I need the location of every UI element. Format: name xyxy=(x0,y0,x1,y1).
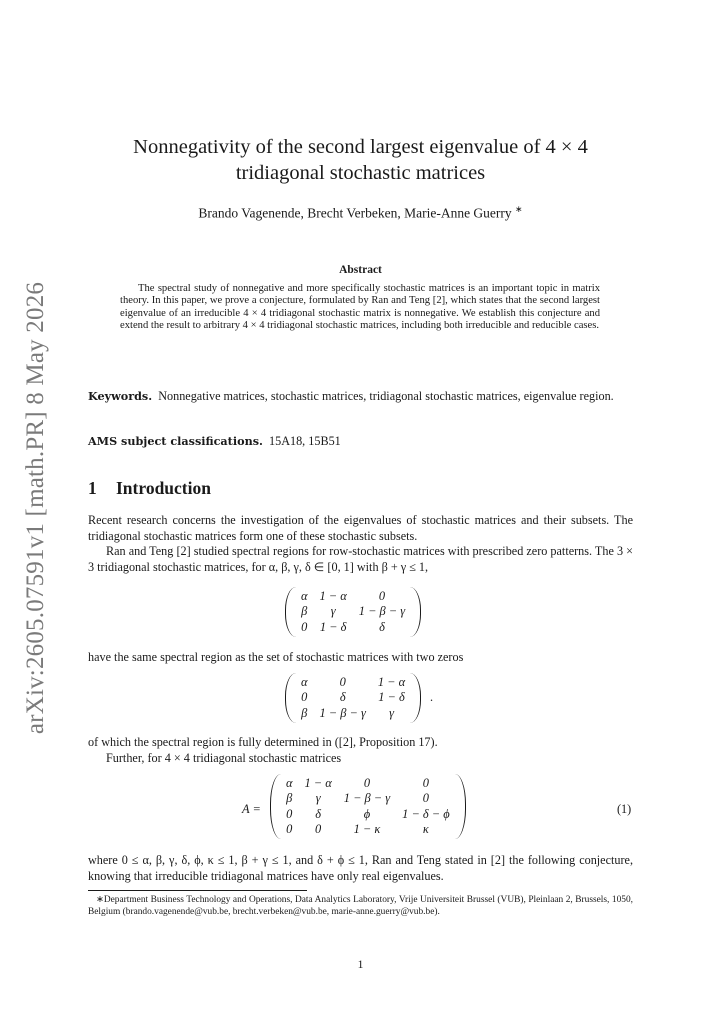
right-paren xyxy=(455,774,466,839)
paragraph-text: Further, for 4 × 4 tridiagonal stochastic matrices xyxy=(106,750,342,765)
matrix-cell: 1 − κ xyxy=(353,822,381,837)
ams-block xyxy=(88,434,633,450)
equation-number: (1) xyxy=(617,802,632,816)
matrix-cell: 0 xyxy=(422,791,429,806)
matrix-cell: ϕ xyxy=(363,806,371,821)
author-line xyxy=(88,204,633,222)
equation-lhs: A = xyxy=(242,802,261,816)
ams-label: AMS subject classifications. xyxy=(88,434,263,448)
matrix-cell: 0 xyxy=(363,776,371,791)
matrix-cell: κ xyxy=(422,822,429,837)
arxiv-identifier: arXiv:2605.07591v1 [math.PR] 8 May 2026 xyxy=(22,281,49,735)
matrix-cell: 1 − α xyxy=(377,675,406,690)
matrix-4x4-tridiagonal xyxy=(272,774,464,839)
matrix-cell: 1 − β − γ xyxy=(358,604,406,619)
matrix-cell: 0 xyxy=(286,806,293,821)
paragraph-text: Ran and Teng [2] studied spectral regions for row-stochastic matrices with prescribed zero patterns. The 3 × 3 tridiagonal stochastic matrices, for α, β, γ, δ ∈ [0, 1] with β + γ ≤ 1, xyxy=(88,544,633,574)
ams-text: 15A18, 15B51 xyxy=(269,434,341,448)
matrix-cell: 1 − β − γ xyxy=(319,705,366,720)
matrix-cell: δ xyxy=(379,619,385,634)
matrix-cell: 1 − δ xyxy=(378,690,405,705)
matrix-cell: α xyxy=(301,675,308,690)
left-paren xyxy=(285,587,296,637)
matrix-3x3-two-zeros xyxy=(287,673,419,723)
matrix-cell: β xyxy=(301,705,308,720)
matrix-period: . xyxy=(430,690,434,704)
matrix-cell: γ xyxy=(315,791,321,806)
section-heading xyxy=(88,478,211,499)
matrix-body xyxy=(280,776,456,837)
matrix-cell: 0 xyxy=(315,822,322,837)
abstract-heading: Abstract xyxy=(339,264,382,276)
section-number: 1 xyxy=(88,478,97,498)
matrix-body xyxy=(295,589,411,635)
keywords-label: Keywords. xyxy=(88,389,153,403)
intro-paragraph-2: have the same spectral region as the set of stochastic matrices with two zeros xyxy=(88,650,464,664)
matrix-cell: γ xyxy=(389,705,394,720)
paragraph-text: Recent research concerns the investigation of the eigenvalues of stochastic matrices and their subsets. The tridiagonal stochastic matrices form one of these stochastic subsets. xyxy=(88,513,633,543)
matrix-cell: 1 − δ − ϕ xyxy=(402,806,450,821)
matrix-3x3-tridiagonal xyxy=(287,587,419,637)
matrix-cell: 0 xyxy=(422,776,429,791)
page-number: 1 xyxy=(357,957,364,971)
matrix-cell: β xyxy=(301,604,308,619)
title-text: Nonnegativity of the second largest eigenvalue of 4 × 4 tridiagonal stochastic matrices xyxy=(133,136,588,184)
matrix-body xyxy=(295,675,411,721)
intro-paragraph-4: where 0 ≤ α, β, γ, δ, ϕ, κ ≤ 1, β + γ ≤ 1, and δ + ϕ ≤ 1, Ran and Teng stated in [2] the following conjecture, knowing that irreducible tridiagonal matrices have only real eigenvalues. xyxy=(88,853,633,883)
matrix-cell: 1 − α xyxy=(304,776,332,791)
intro-paragraph-1 xyxy=(88,513,633,575)
keywords-block xyxy=(88,389,633,405)
left-paren xyxy=(270,774,281,839)
matrix-cell: γ xyxy=(330,604,336,619)
section-title: Introduction xyxy=(116,478,211,498)
arxiv-side-stamp xyxy=(16,281,56,735)
matrix-cell: 0 xyxy=(286,822,293,837)
matrix-cell: 0 xyxy=(339,675,346,690)
matrix-cell: α xyxy=(301,589,308,604)
matrix-cell: β xyxy=(286,791,293,806)
matrix-cell: 0 xyxy=(301,690,308,705)
footnote-rule xyxy=(88,890,307,891)
keywords-text: Nonnegative matrices, stochastic matrices, tridiagonal stochastic matrices, eigenvalue region. xyxy=(158,389,614,403)
matrix-cell: 0 xyxy=(301,619,308,634)
left-paren xyxy=(285,673,296,723)
author-affiliation-footnote: ∗Department Business Technology and Operations, Data Analytics Laboratory, Vrije Universiteit Brussel (VUB), Pleinlaan 2, Brussels, 1050, Belgium (brando.vagenende@vub.be, brecht.verbeken@vub.be, marie-anne.guerry@vub.be). xyxy=(88,895,633,918)
abstract-body: The spectral study of nonnegative and more specifically stochastic matrices is an important topic in matrix theory. In this paper, we prove a conjecture, formulated by Ran and Teng [2], which states that the second largest eigenvalue of an irreducible 4 × 4 tridiagonal stochastic matrix is nonnegative. We establish this conjecture and extend the result to arbitrary 4 × 4 tridiagonal stochastic matrices, including both irreducible and reducible cases. xyxy=(120,283,600,331)
matrix-cell: 0 xyxy=(378,589,386,604)
matrix-cell: δ xyxy=(315,806,322,821)
right-paren xyxy=(410,673,421,723)
paper-title xyxy=(88,134,633,186)
matrix-cell: δ xyxy=(339,690,346,705)
author-names: Brando Vagenende, Brecht Verbeken, Marie-Anne Guerry xyxy=(198,205,512,221)
intro-paragraph-3 xyxy=(88,735,633,766)
author-footnote-mark: ∗ xyxy=(515,204,523,214)
matrix-cell: 1 − α xyxy=(319,589,347,604)
matrix-cell: 1 − δ xyxy=(319,619,347,634)
paragraph-text: of which the spectral region is fully determined in ([2], Proposition 17). xyxy=(88,735,438,749)
right-paren xyxy=(410,587,421,637)
matrix-cell: 1 − β − γ xyxy=(343,791,391,806)
matrix-cell: α xyxy=(286,776,293,791)
